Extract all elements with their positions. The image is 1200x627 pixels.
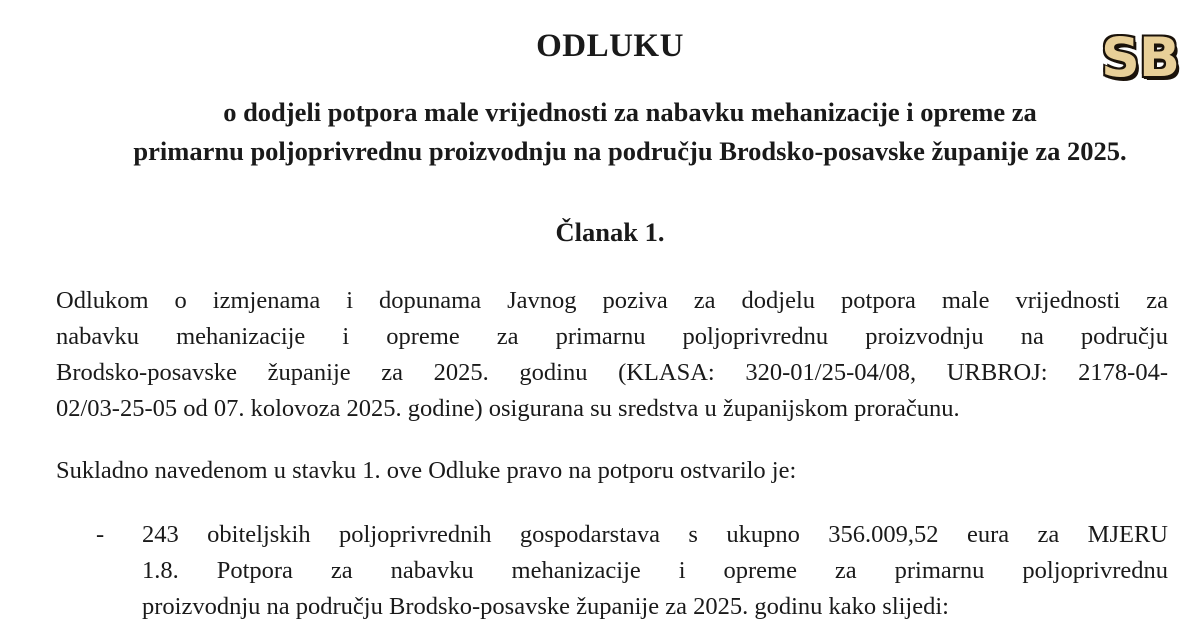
article-heading: Članak 1. xyxy=(555,217,665,247)
paragraph-line: Sukladno navedenom u stavku 1. ove Odluke pravo na potporu ostvarilo je: xyxy=(56,457,797,484)
list-item-line: proizvodnju na području Brodsko-posavske županije za 2025. godinu kako slijedi: xyxy=(142,593,949,620)
list-bullet: - xyxy=(96,521,105,548)
paragraph-article-1 xyxy=(56,283,1168,427)
paragraph-line: 02/03-25-05 od 07. kolovoza 2025. godine) osigurana su sredstva u županijskom proračunu. xyxy=(56,395,960,422)
subtitle-line: primarnu poljoprivrednu proizvodnju na području Brodsko-posavske županije za 2025. xyxy=(133,136,1127,166)
sb-logo: SB xyxy=(1100,26,1180,89)
document-subtitle xyxy=(60,93,1200,171)
list-item-line: 1.8. Potpora za nabavku mehanizacije i opreme za primarnu poljoprivrednu xyxy=(142,557,1168,584)
paragraph-line: Brodsko-posavske županije za 2025. godinu (KLASA: 320-01/25-04/08, URBROJ: 2178-04- xyxy=(56,359,1168,386)
paragraph-line: Odlukom o izmjenama i dopunama Javnog poziva za dodjelu potpora male vrijednosti za xyxy=(56,287,1168,314)
paragraph-entitlement xyxy=(56,453,1168,489)
subtitle-line: o dodjeli potpora male vrijednosti za nabavku mehanizacije i opreme za xyxy=(223,97,1037,127)
list-item-text xyxy=(142,517,1168,625)
document-title: ODLUKU xyxy=(536,28,684,64)
list-item-line: 243 obiteljskih poljoprivrednih gospodarstava s ukupno 356.009,52 eura za MJERU xyxy=(142,521,1168,548)
paragraph-line: nabavku mehanizacije i opreme za primarnu poljoprivrednu proizvodnju na području xyxy=(56,323,1168,350)
